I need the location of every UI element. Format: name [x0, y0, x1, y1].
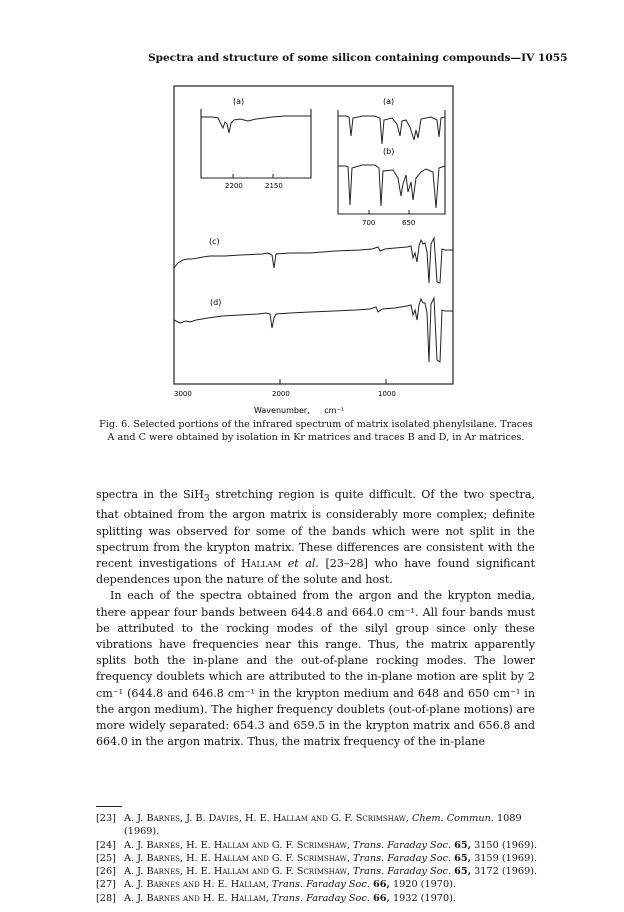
page-number: 1055 [538, 52, 568, 64]
body-text [96, 487, 535, 750]
ref-authors: A. J. Barnes, H. E. Hallam and G. F. Scrimshaw, [124, 852, 350, 864]
ref-number: [26] [96, 866, 116, 878]
text-run: [23–28] who have found significant dependences upon the nature of the solute and host. [96, 557, 535, 587]
paragraph: In each of the spectra obtained from the argon and the krypton media, there appear four bands between 644.8 and 664.0 cm⁻¹. All four bands must be attributed to the rocking modes of the silyl group since only these vibrations have frequencies near this range. Thus, the matrix apparently splits both the in-plane and the out-of-plane rocking modes. The lower frequency doublets which are attributed to the in-plane motion are split by 2 cm⁻¹ (644.8 and 646.8 cm⁻¹ in the krypton medium and 648 and 650 cm⁻¹ in the argon medium). The higher frequency doublets (out-of-plane motions) are more widely separated: 654.3 and 659.5 in the krypton matrix and 656.8 and 664.0 in the argon matrix. Thus, the matrix frequency of the in-plane [96, 589, 535, 749]
ref-number: [24] [96, 839, 116, 851]
ref-volume: 66, [373, 879, 390, 891]
inset-a-label: (a) [233, 97, 245, 106]
inset-a-2200 [201, 97, 311, 190]
panel-c-label: (c) [209, 237, 220, 246]
ref-number: [28] [96, 892, 116, 904]
reference-item [96, 839, 541, 852]
x-tick-label: 650 [402, 219, 416, 227]
ref-journal: Trans. Faraday Soc. [353, 866, 452, 878]
ref-volume: 65, [454, 839, 471, 851]
ref-rest: 1089 (1969). [124, 813, 522, 838]
text-run: stretching region is quite difficult. Of the two spectra, that obtained from the argon matrix is considerably more complex; definite splitting was observed for some of the bands which were not split in the spectrum from the krypton matrix. These differences are consistent with the recent investigations of [96, 488, 535, 571]
figure-6 [0, 0, 624, 420]
x-tick-label: 2200 [225, 182, 243, 190]
ref-authors: A. J. Barnes, H. E. Hallam and G. F. Scrimshaw, [124, 839, 350, 851]
et-al: et al. [281, 557, 319, 571]
trace-d-full [174, 298, 453, 362]
x-tick-label: 2150 [265, 182, 283, 190]
reference-item [96, 812, 541, 839]
figure-caption [96, 418, 536, 444]
ref-journal: Chem. Commun. [411, 813, 494, 824]
ref-volume: 65, [454, 866, 471, 878]
inset-b-700 [338, 97, 445, 227]
ref-number: [27] [96, 879, 116, 891]
running-title: Spectra and structure of some silicon containing compounds—IV [148, 52, 535, 64]
inset-b-frame [338, 110, 445, 214]
ref-journal: Trans. Faraday Soc. [271, 879, 370, 891]
panel-c-full [174, 237, 453, 283]
ir-spectrum-figure [0, 0, 624, 420]
panel-d-full [174, 298, 453, 362]
ref-rest: 3172 (1969). [474, 866, 538, 878]
ref-authors: A. J. Barnes and H. E. Hallam, [124, 892, 269, 904]
caption-text: Selected portions of the infrared spectrum of matrix isolated phenylsilane. Traces A and C were obtained by isolation in Kr matrices and traces B and D, in Ar matrices. [107, 419, 533, 443]
ref-rest: 1932 (1970). [392, 892, 456, 904]
x-tick-label: 1000 [378, 390, 396, 398]
ref-volume: 65, [454, 852, 471, 864]
ref-rest: 3159 (1969). [474, 852, 538, 864]
x-axis-label [254, 406, 344, 415]
trace-a-stretch [201, 116, 311, 133]
inset-b-label-a: (a) [383, 97, 395, 106]
reference-item [96, 865, 541, 878]
footnote-rule [96, 806, 122, 807]
ref-journal: Trans. Faraday Soc. [353, 839, 452, 851]
caption-label: Fig. 6. [99, 419, 131, 430]
ref-number: [25] [96, 852, 116, 864]
reference-item [96, 892, 541, 905]
ref-number: [23] [96, 813, 116, 824]
panel-d-label: (d) [210, 298, 222, 307]
x-axis-unit: cm⁻¹ [324, 406, 344, 415]
inset-b-label-b: (b) [383, 147, 395, 156]
author-name: Hallam [241, 557, 282, 571]
x-axis-title: Wavenumber, [254, 406, 310, 415]
paragraph [96, 487, 535, 588]
trace-b-rock [338, 165, 445, 208]
reference-item [96, 852, 541, 865]
reference-item [96, 878, 541, 891]
ref-journal: Trans. Faraday Soc. [271, 892, 370, 904]
trace-a-rock [338, 116, 445, 144]
ref-rest: 1920 (1970). [392, 879, 456, 891]
x-tick-label: 700 [362, 219, 376, 227]
ref-journal: Trans. Faraday Soc. [353, 852, 452, 864]
x-tick-label: 3000 [174, 390, 192, 398]
x-tick-label: 2000 [272, 390, 290, 398]
ref-volume: 66, [373, 892, 390, 904]
ref-authors: A. J. Barnes and H. E. Hallam, [124, 879, 269, 891]
ref-authors: A. J. Barnes, H. E. Hallam and G. F. Scrimshaw, [124, 866, 350, 878]
reference-list [96, 812, 541, 905]
subscript: 3 [203, 493, 210, 505]
ref-authors: A. J. Barnes, J. B. Davies, H. E. Hallam and G. F. Scrimshaw, [124, 813, 409, 824]
ref-rest: 3150 (1969). [474, 839, 538, 851]
text-run: spectra in the SiH [96, 488, 204, 501]
